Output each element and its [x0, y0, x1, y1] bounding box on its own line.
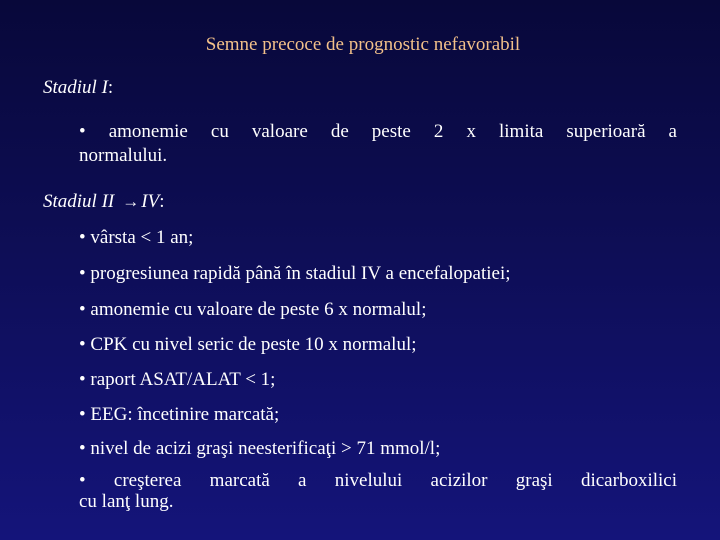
stage1-bullet-line1: • amonemie cu valoare de peste 2 x limita superioară a [79, 121, 677, 142]
stage2-bullet-eeg: • EEG: încetinire marcată; [79, 404, 280, 425]
stage1-bullet [79, 120, 677, 168]
stage2-heading-end: IV [141, 191, 160, 212]
slide-title: Semne precoce de prognostic nefavorabil [205, 34, 521, 55]
stage1-heading-label: Stadiul I [43, 77, 108, 98]
arrow-right-icon: → [122, 192, 140, 211]
stage2-bullet-dicarboxylic-line2: cu lanţ lung. [79, 491, 174, 512]
stage2-heading [43, 190, 164, 214]
stage1-bullet-line2: normalului. [79, 145, 168, 166]
stage2-bullet-fatty-acids: • nivel de acizi graşi neesterificaţi > 71 mmol/l; [79, 438, 441, 459]
stage2-bullet-age: • vârsta < 1 an; [79, 227, 194, 248]
stage2-bullet-dicarboxylic-line1: • creşterea marcată a nivelului acizilor graşi dicarboxilici [79, 470, 677, 491]
stage2-bullet-dicarboxylic [79, 469, 677, 511]
stage2-heading-start: Stadiul II [43, 191, 115, 212]
stage2-bullet-progression: • progresiunea rapidă până în stadiul IV a encefalopatiei; [79, 263, 511, 284]
stage2-bullet-ammonemia: • amonemie cu valoare de peste 6 x normalul; [79, 299, 427, 320]
stage1-heading [43, 76, 113, 100]
stage2-heading-colon: : [159, 191, 165, 212]
stage2-bullet-asat-alat: • raport ASAT/ALAT < 1; [79, 369, 276, 390]
stage2-bullet-cpk: • CPK cu nivel seric de peste 10 x normalul; [79, 334, 417, 355]
stage1-heading-colon: : [107, 77, 114, 98]
